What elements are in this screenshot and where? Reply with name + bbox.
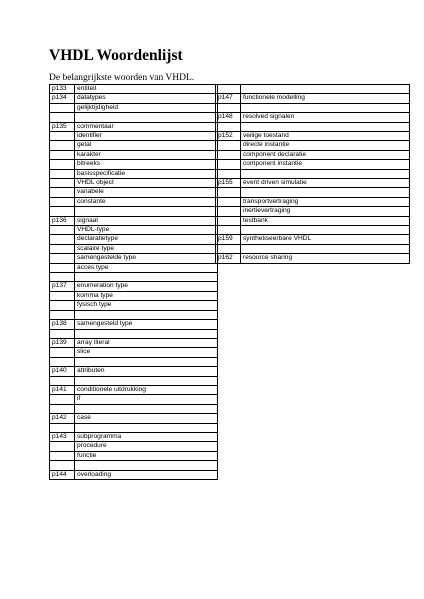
term-cell [75,357,218,366]
table-row [50,376,218,385]
page-number-cell: p135 [50,122,75,131]
table-row [216,94,410,103]
term-cell: constante [75,197,218,206]
table-row [50,226,218,235]
page-number-cell [216,141,241,150]
table-row [216,160,410,169]
page-number-cell [216,207,241,216]
page-number-cell [50,169,75,178]
table-row [216,179,410,188]
table-row [50,461,218,470]
term-cell: procedure [75,442,218,451]
term-cell: datatypes [75,94,218,103]
page-number-cell [216,169,241,178]
term-cell: bitreeks [75,160,218,169]
term-cell: conditionele uitdrukking [75,385,218,394]
page-number-cell [50,197,75,206]
term-cell: declaratietype [75,235,218,244]
page-number-cell [216,160,241,169]
term-cell [75,329,218,338]
page-number-cell [50,291,75,300]
table-row [50,122,218,131]
page-number-cell: p159 [216,235,241,244]
term-cell [75,207,218,216]
page-number-cell [50,376,75,385]
table-row [50,132,218,141]
term-cell: event driven simulatie [241,179,410,188]
table-row [50,94,218,103]
page-number-cell: p133 [50,85,75,94]
table-row [50,207,218,216]
page-number-cell: p140 [50,367,75,376]
page-number-cell [50,310,75,319]
table-row [216,197,410,206]
term-cell: identifier [75,132,218,141]
table-row [50,470,218,479]
term-cell: slice [75,348,218,357]
table-row [50,179,218,188]
table-row [216,85,410,94]
term-cell: samengestelde type [75,254,218,263]
page-number-cell [50,404,75,413]
term-cell [241,188,410,197]
table-row [50,282,218,291]
term-cell [241,103,410,112]
page-number-cell [50,160,75,169]
page-number-cell: p152 [216,131,241,140]
page-number-cell [50,207,75,216]
page-number-cell: p143 [50,432,75,441]
page-number-cell [216,85,241,94]
page-number-cell [216,103,241,112]
table-row [216,226,410,235]
term-cell [241,226,410,235]
page-number-cell: p162 [216,254,241,263]
table-row [50,329,218,338]
table-row [50,338,218,347]
term-cell [75,113,218,122]
table-row [50,216,218,225]
table-row [50,263,218,272]
page-subtitle: De belangrijkste woorden van VHDL. [49,73,195,83]
term-cell: testbank [241,216,410,225]
table-row [50,160,218,169]
table-row [50,442,218,451]
table-row [50,85,218,94]
page-number-cell: p136 [50,216,75,225]
table-row [50,197,218,206]
page-number-cell [50,235,75,244]
table-row [216,122,410,131]
table-row [50,367,218,376]
term-cell: array literal [75,338,218,347]
page-number-cell: p141 [50,385,75,394]
page-title: VHDL Woordenlijst [49,47,183,64]
page-number-cell [50,263,75,272]
page-number-cell [50,395,75,404]
page-number-cell [50,329,75,338]
page-number-cell: p137 [50,282,75,291]
table-row [216,235,410,244]
term-cell: inertievertraging [241,207,410,216]
term-cell: functionele modelling [241,94,410,103]
page-number-cell: p147 [216,94,241,103]
table-row [50,244,218,253]
term-cell: komma type [75,291,218,300]
table-row [216,254,410,263]
term-cell: functie [75,451,218,460]
term-cell [75,404,218,413]
term-cell: variabele [75,188,218,197]
term-cell [241,122,410,131]
page-number-cell: p155 [216,179,241,188]
page-number-cell: p139 [50,338,75,347]
page-number-cell: p138 [50,320,75,329]
term-cell: attributen [75,367,218,376]
table-row [50,451,218,460]
page-number-cell [216,188,241,197]
page-number-cell [50,103,75,112]
table-row [50,103,218,112]
term-cell [75,376,218,385]
page-number-cell [50,141,75,150]
table-row [50,273,218,282]
page-number-cell [216,216,241,225]
page-number-cell [50,226,75,235]
term-cell: karakter [75,150,218,159]
term-cell: enumeration type [75,282,218,291]
page-number-cell [216,150,241,159]
table-row [216,141,410,150]
term-cell: basisspecificatie [75,169,218,178]
term-cell: gelijktijdigheid [75,103,218,112]
term-cell: resource sharing [241,254,410,263]
term-cell: acces type [75,263,218,272]
term-cell: case [75,414,218,423]
term-cell: synthetiseerbare VHDL [241,235,410,244]
page-number-cell [50,451,75,460]
term-cell [75,273,218,282]
page-number-cell [50,150,75,159]
page-number-cell [50,461,75,470]
vocabulary-table-left [49,84,218,480]
page-number-cell [216,244,241,253]
term-cell: entiteit [75,85,218,94]
term-cell: scalaire type [75,244,218,253]
table-row [216,169,410,178]
page-number-cell [216,122,241,131]
term-cell: directe instantie [241,141,410,150]
term-cell: resolved signalen [241,113,410,122]
term-cell: VHDL-type [75,226,218,235]
page-number-cell: p142 [50,414,75,423]
page-number-cell [50,442,75,451]
page-number-cell [50,179,75,188]
table-row [216,188,410,197]
table-row [50,169,218,178]
page-number-cell [50,357,75,366]
table-row [50,348,218,357]
table-row [50,150,218,159]
table-row [216,207,410,216]
table-row [50,414,218,423]
term-cell [75,461,218,470]
term-cell: VHDL object [75,179,218,188]
term-cell: if [75,395,218,404]
term-cell: samengesteld type [75,320,218,329]
term-cell: commentaar [75,122,218,131]
page-number-cell [50,348,75,357]
term-cell: fysisch type [75,301,218,310]
table-row [50,395,218,404]
table-row [50,301,218,310]
term-cell: transportvertraging [241,197,410,206]
page-number-cell [216,226,241,235]
term-cell: signaal [75,216,218,225]
table-row [50,235,218,244]
table-row [50,357,218,366]
table-row [50,423,218,432]
table-row [216,216,410,225]
page-number-cell [50,188,75,197]
term-cell: getal [75,141,218,150]
term-cell [241,244,410,253]
table-row [216,103,410,112]
term-cell: veilige toestand [241,131,410,140]
term-cell [241,169,410,178]
table-row [50,113,218,122]
table-row [50,188,218,197]
table-row [216,150,410,159]
term-cell [75,423,218,432]
page-number-cell: p148 [216,113,241,122]
vocabulary-table-right [215,84,410,264]
table-row [50,320,218,329]
page-number-cell [216,197,241,206]
table-row [50,141,218,150]
term-cell: component declaratie [241,150,410,159]
page-number-cell: p144 [50,470,75,479]
table-row [50,404,218,413]
term-cell: subprogramma [75,432,218,441]
table-row [216,131,410,140]
table-row [216,244,410,253]
table-row [50,254,218,263]
table-row [50,385,218,394]
table-row [50,291,218,300]
table-row [50,432,218,441]
page-number-cell [50,244,75,253]
page-number-cell [50,132,75,141]
term-cell: component instantie [241,160,410,169]
term-cell: overloading [75,470,218,479]
term-cell [75,310,218,319]
page-number-cell [50,273,75,282]
table-row [50,310,218,319]
page-number-cell [50,301,75,310]
page-number-cell [50,113,75,122]
page-number-cell: p134 [50,94,75,103]
table-row [216,113,410,122]
page-number-cell [50,254,75,263]
page-number-cell [50,423,75,432]
term-cell [241,85,410,94]
